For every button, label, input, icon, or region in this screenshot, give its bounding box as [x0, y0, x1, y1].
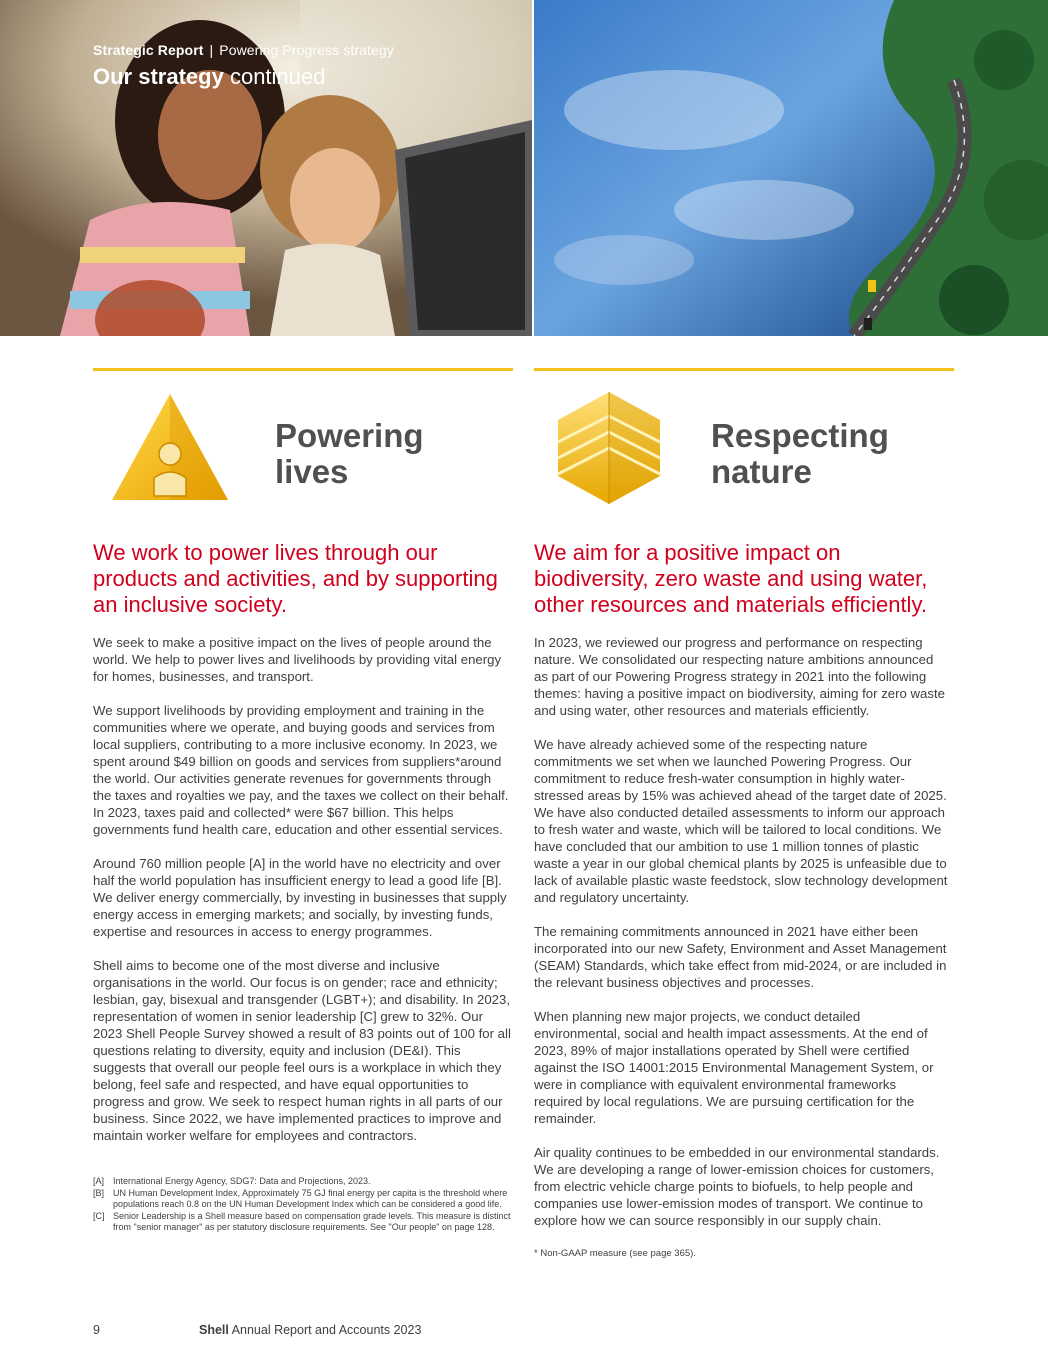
- page-number: 9: [93, 1323, 100, 1337]
- pillar-title-line2: nature: [711, 453, 812, 490]
- pillar-title-respecting-nature: [711, 418, 889, 490]
- lead-respecting-nature: We aim for a positive impact on biodiversity, zero waste and using water, other resources and materials efficiently.: [534, 540, 928, 617]
- footnote-tag: [C]: [93, 1210, 105, 1221]
- footer-report: Annual Report and Accounts 2023: [231, 1323, 422, 1337]
- paragraph: We have already achieved some of the respecting nature commitments we set when we launched Powering Progress. Our commitment to reduce fresh-water consumption in highly water-stressed areas by 15% was achieved ahead of the target date of 2025. We have also conducted detailed assessments to inform our approach to fresh water and waste, which will be tailored to local conditions. We have concluded that our ambition to use 1 million tonnes of plastic waste a year in our global chemical plants by 2025 is unfeasible due to lack of available plastic waste feedstock, slow technology development and regulatory uncertainty.: [534, 737, 948, 905]
- breadcrumb-separator: |: [209, 42, 214, 58]
- paragraph: We seek to make a positive impact on the lives of people around the world. We help to power lives and livelihoods by providing vital energy for homes, businesses, and transport.: [93, 635, 502, 684]
- lead-powering-lives: We work to power lives through our products and activities, and by supporting an inclusive society.: [93, 540, 498, 617]
- divider-left: [93, 368, 513, 371]
- breadcrumb-subsection: Powering Progress strategy: [219, 42, 394, 58]
- footnote-tag: [B]: [93, 1187, 105, 1198]
- pillar-title-powering-lives: [275, 418, 424, 490]
- paragraph: Air quality continues to be embedded in our environmental standards. We are developing a range of lower-emission choices for customers, from electric vehicle charge points to biofuels, to help people and companies use lower-emission modes of transport. We continue to explore how we can source responsibly in our supply chain.: [534, 1145, 940, 1228]
- footer-brand: Shell: [199, 1323, 229, 1337]
- page-header: [93, 42, 394, 90]
- layered-hexagon-icon: [556, 390, 662, 511]
- footnote-text: UN Human Development Index, Approximately 75 GJ final energy per capita is the threshold where populations reach 0.8 on the UN Human Development Index which can be considered a good life.: [113, 1187, 508, 1209]
- page-title-rest: continued: [229, 64, 326, 89]
- body-powering-lives: [93, 634, 513, 1161]
- person-triangle-icon: [110, 392, 230, 509]
- footnotes: [93, 1176, 513, 1234]
- pillar-title-line1: Respecting: [711, 417, 889, 454]
- non-gaap-note: * Non-GAAP measure (see page 365).: [534, 1248, 696, 1259]
- page-title-bold: Our strategy: [93, 64, 224, 89]
- footnote-tag: [A]: [93, 1176, 105, 1186]
- paragraph: Around 760 million people [A] in the world have no electricity and over half the world population has insufficient energy to lead a good life [B]. We deliver energy commercially, by investing in businesses that supply energy access in emerging markets; and socially, by investing funds, expertise and resources in access to energy programmes.: [93, 856, 507, 939]
- breadcrumb: [93, 42, 394, 58]
- paragraph: We support livelihoods by providing employment and training in the communities where we operate, and buying goods and services from local suppliers, contributing to a more inclusive economy. In 2023, we spent around $49 billion on goods and services from suppliers*around the world. Our activities generate revenues for governments through the taxes and royalties we pay, and the taxes we collect on their behalf. In 2023, taxes paid and collected* were $67 billion. This helps governments fund health care, education and other essential services.: [93, 703, 509, 837]
- pillar-title-line2: lives: [275, 453, 349, 490]
- breadcrumb-section: Strategic Report: [93, 42, 204, 58]
- pillar-title-line1: Powering: [275, 417, 424, 454]
- paragraph: The remaining commitments announced in 2021 have either been incorporated into our new Safety, Environment and Asset Management (SEAM) Standards, which take effect from mid-2024, or are included in the relevant business objectives and processes.: [534, 924, 947, 990]
- footnote: [93, 1188, 513, 1211]
- paragraph: Shell aims to become one of the most diverse and inclusive organisations in the world. Our focus is on gender; race and ethnicity; lesbian, gay, bisexual and transgender (LGBT+); and disability. In 2023, representation of women in senior leadership [C] grew to 32%. Our 2023 Shell People Survey showed a result of 83 points out of 100 for all questions relating to diversity, equity and inclusion (DE&I). This suggests that overall our people feel ours is a workplace in which they belong, feel safe and respected, and have equal opportunities to progress and grow. We seek to respect human rights in all parts of our business. Since 2022, we have implemented practices to improve and maintain worker welfare for employees and contractors.: [93, 958, 511, 1143]
- footnote-text: Senior Leadership is a Shell measure based on compensation grade levels. This measure is distinct from "senior manager" as per statutory disclosure requirements. See "Our people" on page 128.: [113, 1210, 511, 1232]
- paragraph: When planning new major projects, we conduct detailed environmental, social and health impact assessments. At the end of 2023, 89% of major installations operated by Shell were certified against the ISO 14001:2015 Environmental Management System, or were in compliance with equivalent environmental frameworks required by local regulations. We are pursuing certification for the remainder.: [534, 1009, 934, 1126]
- footnote-text: International Energy Agency, SDG7: Data and Projections, 2023.: [113, 1176, 371, 1186]
- divider-right: [534, 368, 954, 371]
- page-title: [93, 64, 394, 90]
- hero-photo-nature-illustration: [534, 0, 1048, 336]
- body-respecting-nature: [534, 634, 948, 1246]
- footnote: [93, 1176, 513, 1188]
- hero-photo-nature: [534, 0, 1048, 336]
- footer-report-title: [199, 1323, 421, 1337]
- paragraph: In 2023, we reviewed our progress and performance on respecting nature. We consolidated our respecting nature ambitions announced as part of our Powering Progress strategy in 2021 into the following themes: having a positive impact on biodiversity, aiming for zero waste and using water, other resources and materials efficiently.: [534, 635, 945, 718]
- footnote: [93, 1211, 513, 1234]
